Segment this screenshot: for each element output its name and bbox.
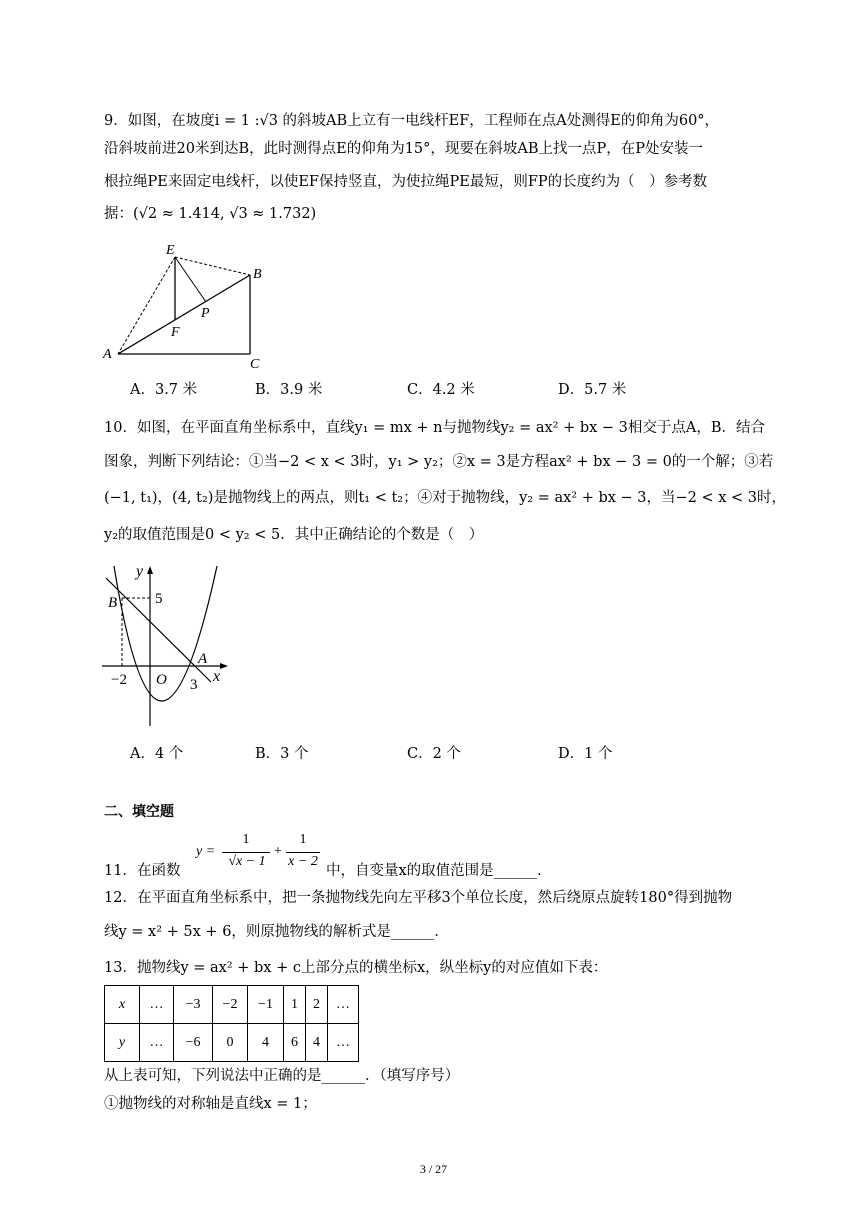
table-cell: 1 (284, 986, 306, 1024)
q9-option-b: B．3.9 米 (255, 382, 323, 398)
table-cell: −3 (174, 986, 213, 1024)
label-P: P (201, 306, 210, 321)
label-A: A (198, 651, 208, 667)
table-cell: y (105, 1024, 140, 1062)
table-cell: 6 (284, 1024, 306, 1062)
q10-option-b: B．3 个 (255, 746, 309, 762)
q11-bar1 (222, 852, 270, 853)
q11-y: y = (196, 844, 216, 859)
q10-option-c: C．2 个 (407, 746, 461, 762)
q11-bar2 (286, 852, 320, 853)
q9-option-c: C．4.2 米 (407, 382, 475, 398)
q11-num1: 1 (242, 832, 250, 847)
label-O: O (156, 672, 167, 688)
q13-value-table (104, 985, 359, 1062)
q11-den1: √x − 1 (228, 854, 266, 869)
line-EB (175, 257, 250, 275)
label-5: 5 (155, 591, 163, 607)
table-cell: −6 (174, 1024, 213, 1062)
q9-slope-figure (100, 240, 280, 372)
table-cell: 4 (248, 1024, 284, 1062)
table-cell: 4 (306, 1024, 328, 1062)
q11-suffix: 中，自变量x的取值范围是______． (326, 863, 552, 879)
q10-parabola-figure (98, 556, 238, 731)
label-B: B (108, 595, 118, 611)
q10-line4: y₂的取值范围是0 < y₂ < 5．其中正确结论的个数是（ ） (104, 527, 484, 543)
q11-num2: 1 (299, 832, 307, 847)
q11-plus: + (274, 844, 282, 859)
table-row-x (105, 986, 359, 1024)
table-cell: … (328, 986, 359, 1024)
q11-prefix: 11．在函数 (104, 863, 181, 879)
page-number: 3 / 27 (419, 1162, 448, 1176)
q9-line4: 据：(√2 ≈ 1.414, √3 ≈ 1.732) (104, 206, 317, 222)
table-cell: 2 (306, 986, 328, 1024)
label-y: y (136, 563, 144, 580)
q11-den2: x − 2 (288, 854, 318, 869)
q9-line2: 沿斜坡前进20米到达B，此时测得点E的仰角为15°，现要在斜坡AB上找一点P，在P处安装一 (104, 141, 704, 157)
q9-option-d: D．5.7 米 (558, 382, 627, 398)
table-cell: −2 (213, 986, 248, 1024)
q10-line1: 10．如图，在平面直角坐标系中，直线y₁ = mx + n与抛物线y₂ = ax² + bx − 3相交于点A，B．结合 (104, 420, 766, 436)
label-E: E (166, 243, 175, 258)
x-axis-arrow (220, 663, 228, 669)
label-neg2: −2 (111, 672, 127, 688)
section-title: 二、填空题 (104, 804, 174, 820)
table-cell: x (105, 986, 140, 1024)
q13-after-text: 从上表可知，下列说法中正确的是______．（填写序号） (104, 1068, 460, 1084)
q13-line1: 13．抛物线y = ax² + bx + c上部分点的横坐标x，纵坐标y的对应值如下表： (104, 960, 608, 976)
line-EA (118, 257, 175, 354)
label-3: 3 (190, 677, 198, 693)
table-cell: −1 (248, 986, 284, 1024)
label-C: C (250, 357, 260, 372)
table-cell: … (140, 986, 174, 1024)
label-B: B (253, 267, 262, 282)
table-cell: … (140, 1024, 174, 1062)
label-x: x (213, 668, 221, 685)
q10-line3: (−1, t₁)，(4, t₂)是抛物线上的两点，则t₁ < t₂；④对于抛物线，y₂ = ax² + bx − 3，当−2 < x < 3时， (104, 490, 787, 506)
label-A: A (103, 347, 112, 362)
table-cell: 0 (213, 1024, 248, 1062)
q10-line2: 图象，判断下列结论：①当−2 < x < 3时，y₁ > y₂；②x = 3是方程ax² + bx − 3 = 0的一个解；③若 (104, 454, 774, 470)
q9-line3: 根拉绳PE来固定电线杆，以使EF保持竖直，为使拉绳PE最短，则FP的长度约为（ ）参考数 (104, 174, 708, 190)
q9-option-a: A．3.7 米 (130, 382, 198, 398)
q12-line1: 12．在平面直角坐标系中，把一条抛物线先向左平移3个单位长度，然后绕原点旋转180°得到抛物 (104, 890, 733, 906)
table-cell: … (328, 1024, 359, 1062)
table-row-y (105, 1024, 359, 1062)
y-axis-arrow (147, 566, 153, 574)
label-F: F (171, 325, 180, 340)
q9-line1: 9．如图，在坡度i = 1 :√3 的斜坡AB上立有一电线杆EF，工程师在点A处测得E的仰角为60°， (104, 113, 720, 129)
q10-option-d: D．1 个 (558, 746, 613, 762)
q12-line2: 线y = x² + 5x + 6，则原抛物线的解析式是______． (104, 924, 449, 940)
q10-option-a: A．4 个 (130, 746, 184, 762)
line-AB (118, 275, 250, 354)
q13-item1: ①抛物线的对称轴是直线x = 1； (104, 1096, 317, 1112)
